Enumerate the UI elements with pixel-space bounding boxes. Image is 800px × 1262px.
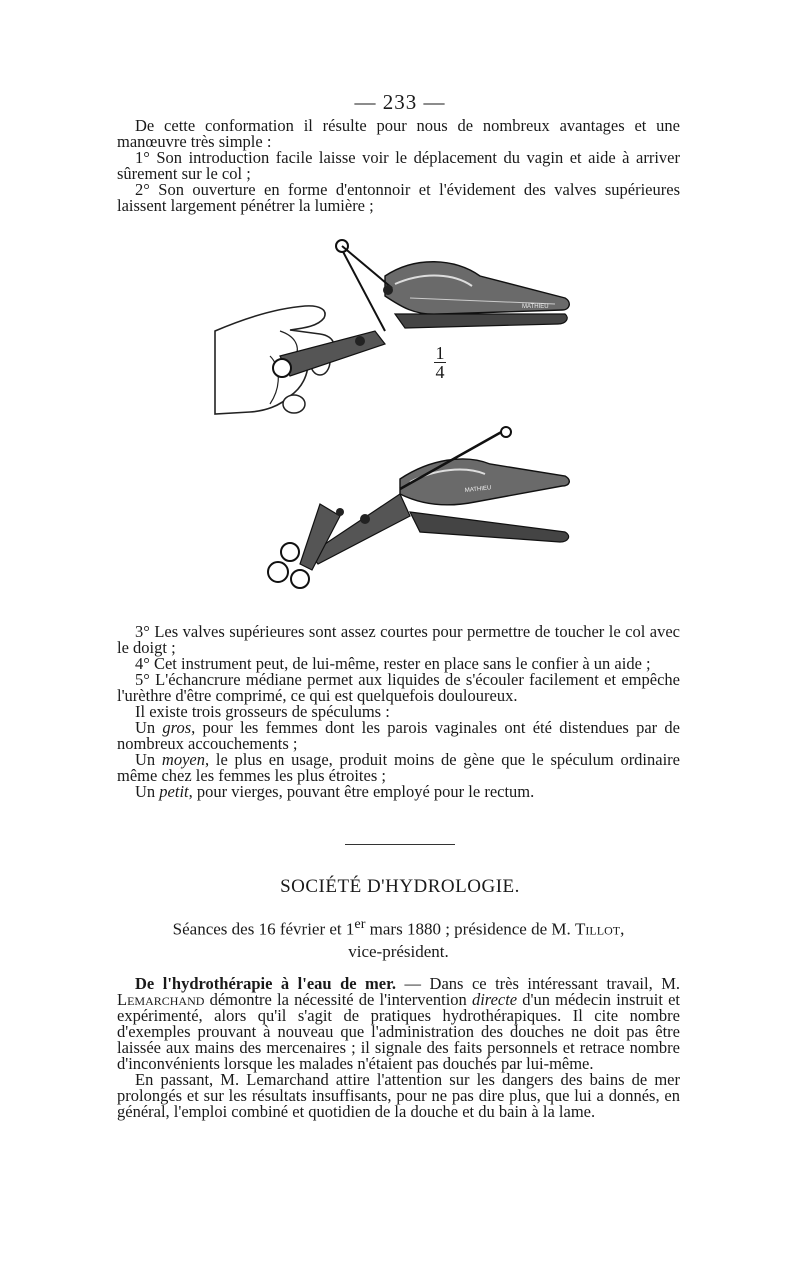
session-info [117, 913, 680, 963]
maker-mark: MATHIEU [522, 304, 549, 310]
speculum-in-hand-illustration [210, 236, 580, 416]
article-paragraph-2: En passant, M. Lemarchand attire l'attention sur les dangers des bains de mer prolongés et sur les résultats insuffisants, pour ne pas dire plus, que lui a donnés, en général, l'emploi combiné et quotidien de la douche et du bain à la lame. [117, 1070, 680, 1121]
advantage-3: 3° Les valves supérieures sont assez courtes pour permettre de toucher le col avec le doigt ; [117, 622, 680, 657]
advantage-2: 2° Son ouverture en forme d'entonnoir et l'évidement des valves supérieures laissent largement pénétrer la lumière ; [117, 180, 680, 215]
section-title: SOCIÉTÉ D'HYDROLOGIE. [280, 876, 520, 897]
advantage-5: 5° L'échancrure médiane permet aux liquides de s'écouler facilement et empêche l'urèthre d'être comprimé, ce qui est quelquefois douloureux. [117, 670, 680, 705]
advantage-1: 1° Son introduction facile laisse voir le déplacement du vagin et aide à arriver sûrement sur le col ; [117, 148, 680, 183]
size-small: Un petit, pour vierges, pouvant être employé pour le rectum. [135, 782, 535, 801]
intro-text [117, 118, 680, 214]
author-name: Lemarchand [117, 990, 205, 1009]
page-number: — 233 — [354, 90, 446, 114]
article-paragraph-1: De l'hydrothérapie à l'eau de mer. — Dans ce très intéressant travail, M. Lemarchand démontre la nécessité de l'intervention directe d'un médecin instruit et expérimenté, alors qu'il s'agit de pratiques hydrothérapiques. Il cite nombre d'exemples prouvant à nouveau que l'administration des douches ne doit pas être laissée aux mains des mercenaires ; il signale des faits personnels et retrace nombre d'inconvénients lorsque les malades n'étaient pas douchés par lui-même. [117, 974, 680, 1073]
section-divider [345, 844, 455, 845]
scale-numerator: 1 [435, 343, 445, 363]
article-text [117, 976, 680, 1120]
article-heading: De l'hydrothérapie à l'eau de mer. [135, 974, 397, 993]
continued-text [117, 624, 680, 800]
scale-denominator: 4 [435, 362, 445, 382]
session-line-2: vice-président. [348, 941, 449, 961]
advantage-4: 4° Cet instrument peut, de lui-même, rester en place sans le confier à un aide ; [135, 654, 651, 673]
session-line-1: Séances des 16 février et 1er mars 1880 ; présidence de M. Tillot, [172, 916, 625, 939]
size-large: Un gros, pour les femmes dont les parois vaginales ont été distendues par de nombreux accouchements ; [117, 718, 680, 753]
size-medium: Un moyen, le plus en usage, produit moins de gène que le spéculum ordinaire même chez les femmes les plus étroites ; [117, 750, 680, 785]
maker-mark-2: MATHIEU [464, 485, 492, 494]
scale-fraction [434, 345, 446, 380]
speculum-illustration [260, 424, 580, 600]
intro-paragraph: De cette conformation il résulte pour nous de nombreux avantages et une manœuvre très simple : [117, 116, 680, 151]
sizes-intro: Il existe trois grosseurs de spéculums : [135, 702, 390, 721]
president-name: Tillot [575, 919, 621, 939]
